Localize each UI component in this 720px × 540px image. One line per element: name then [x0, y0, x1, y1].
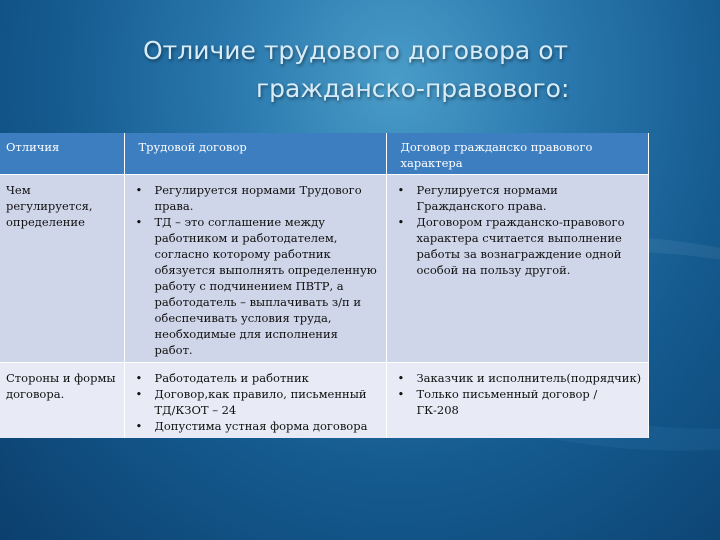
list-item: • Работодатель и работник	[155, 370, 380, 386]
bullet-list	[393, 182, 642, 278]
labor-cell	[124, 363, 386, 439]
labor-cell	[124, 175, 386, 363]
list-item: • Договор,как правило, письменный ТД/КЗОТ – 24	[155, 386, 380, 418]
table-row	[0, 363, 648, 439]
row-label: Стороны и формы договора.	[0, 363, 124, 439]
list-item: • Только письменный договор / ГК-208	[417, 386, 642, 418]
slide-title-line-2: гражданско-правового:	[256, 74, 570, 103]
table-row	[0, 175, 648, 363]
header-civil-contract: Договор гражданско правового характера	[386, 133, 648, 175]
row-label: Чем регулируется, определение	[0, 175, 124, 363]
bullet-list	[131, 182, 380, 358]
slide-title-line-1: Отличие трудового договора от	[143, 36, 569, 65]
civil-cell	[386, 363, 648, 439]
header-differences: Отличия	[0, 133, 124, 175]
list-item: • Договором гражданско-правового характера считается выполнение работы за вознаграждение одной особой на пользу другой.	[417, 214, 642, 278]
list-item: • Регулируется нормами Гражданского права.	[417, 182, 642, 214]
list-item: • Заказчик и исполнитель(подрядчик)	[417, 370, 642, 386]
list-item: • Регулируется нормами Трудового права.	[155, 182, 380, 214]
bullet-list	[393, 370, 642, 418]
list-item: • ТД – это соглашение между работником и работодателем, согласно которому работник обязуется выполнять определенную работу с подчинением ПВТР, а работодатель – выплачивать з/п и обеспечивать условия труда, необходимые для исполнения работ.	[155, 214, 380, 358]
comparison-table	[0, 133, 649, 438]
table-header-row	[0, 133, 648, 175]
civil-cell	[386, 175, 648, 363]
list-item: • Допустима устная форма договора	[155, 418, 380, 434]
bullet-list	[131, 370, 380, 434]
header-labor-contract: Трудовой договор	[124, 133, 386, 175]
